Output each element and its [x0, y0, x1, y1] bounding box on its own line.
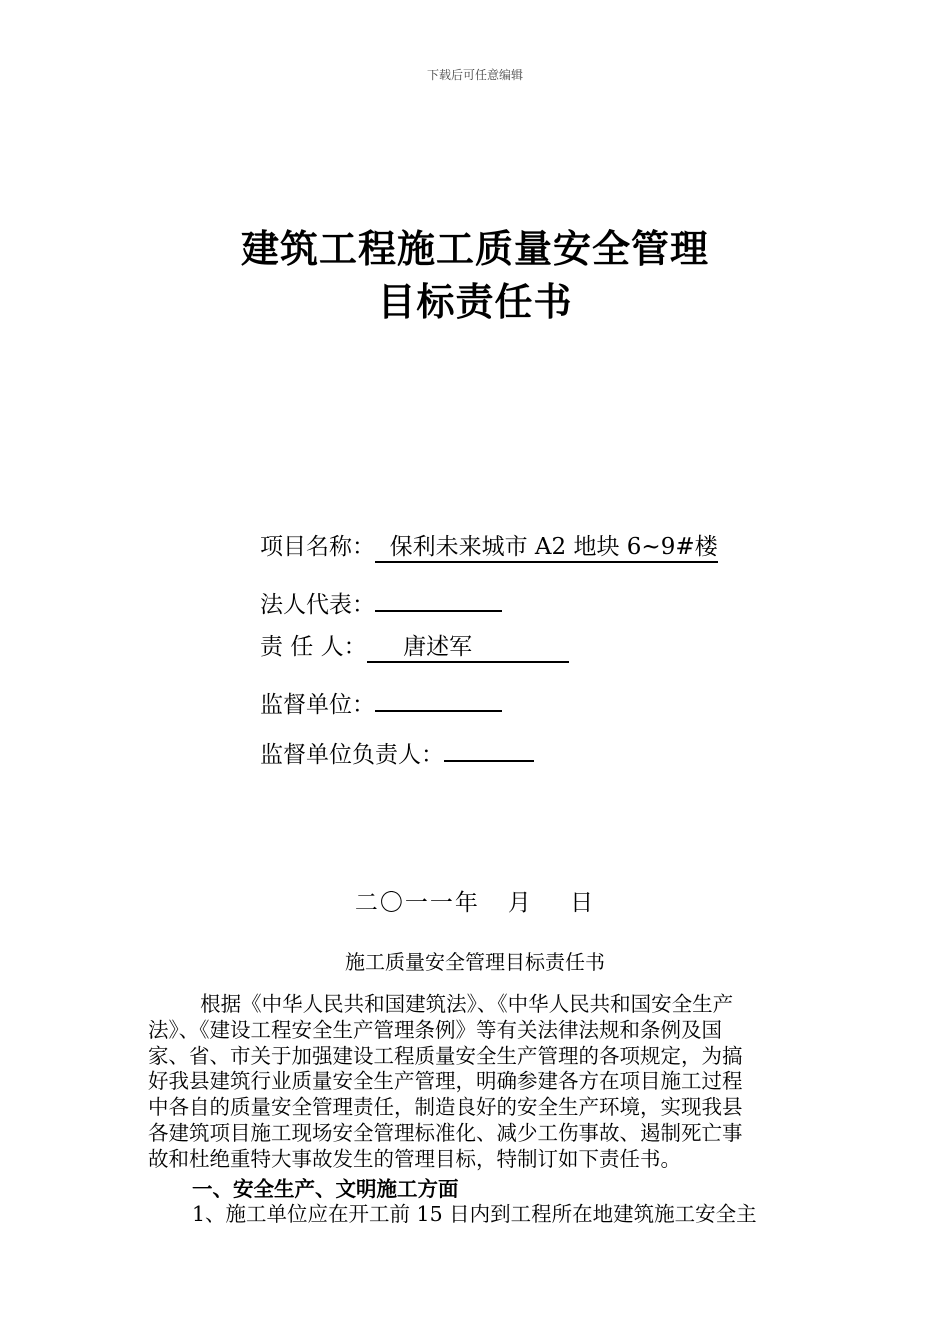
intro-paragraph — [148, 992, 806, 1173]
responsible-person-row — [260, 636, 569, 663]
legal-representative-label: 法人代表： — [260, 592, 375, 618]
project-name-value: 保利未来城市 A2 地块 6~9#楼 — [375, 536, 718, 563]
supervising-unit-row — [260, 686, 502, 717]
responsible-person-label: 责 任 人： — [260, 634, 367, 660]
signing-date: 二〇一一年 月 日 — [354, 890, 596, 916]
supervising-unit-head-label: 监督单位负责人： — [260, 742, 444, 768]
project-name-row — [260, 536, 718, 563]
list-item: 1、施工单位应在开工前 15 日内到工程所在地建筑施工安全主 — [192, 1202, 757, 1226]
document-subtitle: 施工质量安全管理目标责任书 — [345, 950, 605, 974]
intro-line: 法》、《建设工程安全生产管理条例》等有关法律法规和条例及国 — [148, 1017, 722, 1042]
supervising-unit-head-row — [260, 736, 534, 767]
supervising-unit-head-value — [444, 736, 534, 762]
intro-line: 家、省、市关于加强建设工程质量安全生产管理的各项规定，为搞 — [148, 1043, 743, 1068]
intro-line: 中各自的质量安全管理责任，制造良好的安全生产环境，实现我县 — [148, 1095, 743, 1120]
intro-line: 故和杜绝重特大事故发生的管理目标，特制订如下责任书。 — [148, 1146, 681, 1171]
project-name-label: 项目名称： — [260, 534, 375, 560]
intro-line: 各建筑项目施工现场安全管理标准化、减少工伤事故、遏制死亡事 — [148, 1120, 743, 1145]
document-title-line2: 目标责任书 — [377, 279, 573, 324]
document-title-line1: 建筑工程施工质量安全管理 — [240, 226, 709, 271]
legal-representative-row — [260, 586, 502, 617]
supervising-unit-label: 监督单位： — [260, 692, 375, 718]
header-note: 下载后可任意编辑 — [426, 68, 523, 82]
legal-representative-value — [375, 586, 502, 612]
intro-line: 好我县建筑行业质量安全生产管理，明确参建各方在项目施工过程 — [148, 1069, 743, 1094]
supervising-unit-value — [375, 686, 502, 712]
section-heading: 一、安全生产、文明施工方面 — [192, 1177, 459, 1201]
intro-line: 根据《中华人民共和国建筑法》、《中华人民共和国安全生产 — [148, 992, 734, 1016]
responsible-person-value: 唐述军 — [367, 636, 569, 663]
